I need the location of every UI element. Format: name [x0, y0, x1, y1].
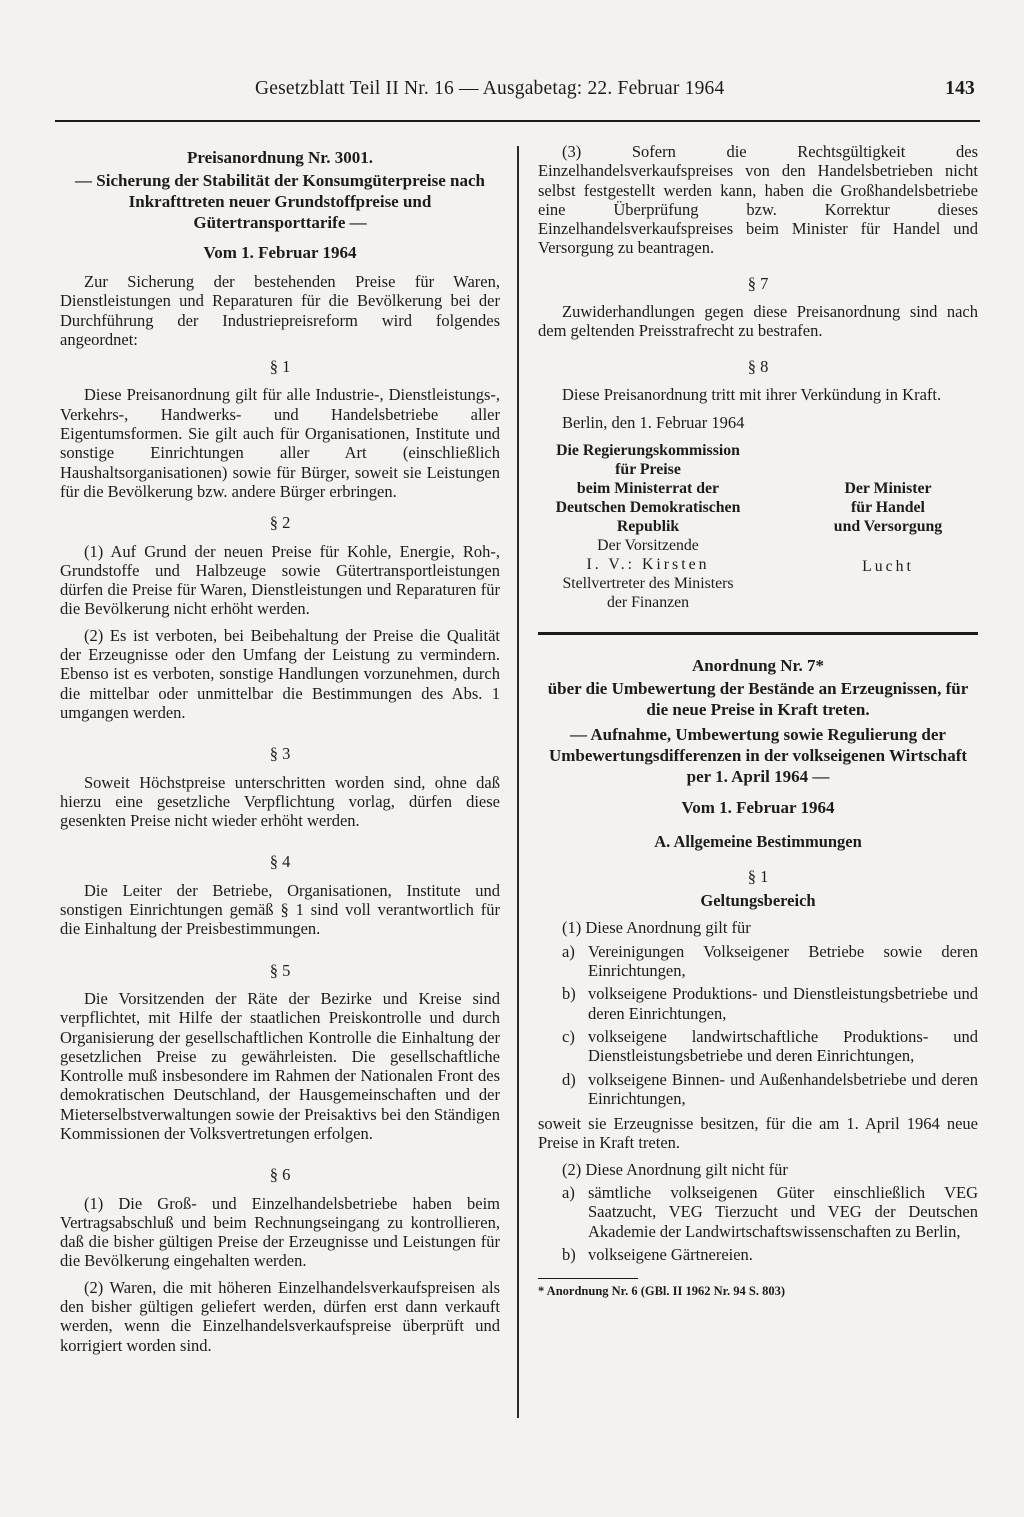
header-rule — [55, 120, 980, 122]
sign-right-line-3: und Versorgung — [833, 517, 943, 535]
list-item-label: a) — [562, 1183, 575, 1203]
list-item-label: d) — [562, 1069, 576, 1089]
sign-right-name: Lucht — [862, 557, 914, 575]
sign-right-line-2: für Handel — [851, 498, 925, 516]
order-heading: Anordnung Nr. 7* — [691, 655, 825, 675]
exclusion-list — [538, 1183, 978, 1264]
section-6-para-3: (3) Sofern die Rechtsgültigkeit des Einzelhandelsverkaufspreises von den Handelsbetrieben nicht selbst festgestellt werden kann, haben die Großhandelsbetriebe eine Überprüfung bzw. Korrektur dieses Einzelhandelsverkaufspreises beim Minister für Handel und Versorgung zu beantragen. — [538, 142, 978, 258]
sign-left-line-8: Stellvertreter des Ministers — [562, 574, 734, 592]
list-item-label: b) — [562, 984, 576, 1004]
list-item — [562, 1070, 978, 1109]
scope-condition: soweit sie Erzeugnisse besitzen, für die am 1. April 1964 neue Preise in Kraft treten. — [538, 1114, 978, 1153]
section-8-heading: § 8 — [747, 356, 769, 376]
order-section-a: A. Allgemeine Bestimmungen — [654, 831, 862, 851]
list-item-label: b) — [562, 1244, 576, 1264]
section-6-heading: § 6 — [269, 1165, 291, 1185]
list-item — [562, 942, 978, 981]
signature-left — [538, 441, 758, 612]
order-section-1-title: Geltungsbereich — [700, 891, 816, 911]
section-7-heading: § 7 — [747, 273, 769, 293]
ordinance-intro: Zur Sicherung der bestehenden Preise für Waren, Dienstleistungen und Reparaturen für die Bevölkerung bei der Durchführung der Industriepreisreform wird folgendes angeordnet: — [60, 272, 500, 349]
list-item-label: a) — [562, 941, 575, 961]
list-item — [562, 1183, 978, 1241]
signature-block — [538, 441, 978, 612]
sign-left-line-7: I. V.: Kirsten — [586, 555, 710, 573]
left-column — [60, 147, 500, 1355]
order-section-1-para-2: (2) Diese Anordnung gilt nicht für — [562, 1159, 788, 1179]
section-2-para-2: (2) Es ist verboten, bei Beibehaltung der Preise die Qualität der Erzeugnisse oder den Umfang der Leistung zu vermindern. Ebenso ist es verboten, sonstige Handlungen vorzunehmen, durch die mittelbar oder unmittelbar die Bestimmungen des Abs. 1 umgangen werden. — [60, 625, 500, 722]
section-separator — [538, 632, 978, 635]
list-item-text: volkseigene Binnen- und Außenhandelsbetriebe und deren Einrichtungen, — [588, 1069, 978, 1108]
page-header — [255, 78, 975, 108]
sign-left-line-9: der Finanzen — [606, 593, 690, 611]
right-column — [538, 142, 978, 1299]
ordinance-heading: Preisanordnung Nr. 3001. — [186, 148, 374, 167]
section-4-heading: § 4 — [269, 852, 291, 872]
list-item-text: volkseigene landwirtschaftliche Produktions- und Dienstleistungsbetriebe und deren Einrichtungen, — [588, 1026, 978, 1066]
section-1-text: Diese Preisanordnung gilt für alle Industrie-, Dienstleistungs-, Verkehrs-, Handwerks- und Handelsbetriebe aller Eigentumsformen. Sie gilt auch für Organisationen, Institute und sonstige Einrichtungen aller Art (einschließlich Haushaltsorganisationen) sowie für Bürger, soweit sie Leistungen für die Bevölkerung bzw. andere Bürger erbringen. — [60, 385, 500, 501]
sign-left-line-6: Der Vorsitzende — [597, 536, 699, 554]
column-divider — [517, 146, 519, 1418]
list-item — [562, 984, 978, 1023]
order-date: Vom 1. Februar 1964 — [681, 797, 835, 817]
ordinance-date: Vom 1. Februar 1964 — [203, 243, 357, 262]
section-3-text: Soweit Höchstpreise unterschritten worden sind, ohne daß hierzu eine gesetzliche Verpflichtung vorlag, dürfen diese gesenkten Preise nicht wieder erhöht werden. — [60, 772, 500, 831]
list-item-label: c) — [562, 1026, 575, 1046]
list-item-text: sämtliche volkseigenen Güter einschließlich VEG Saatzucht, VEG Tierzucht und VEG der Deutschen Akademie der Landwirtschaftswissenschaften zu Berlin, — [588, 1183, 978, 1241]
sign-left-line-4: Deutschen Demokratischen — [555, 498, 741, 516]
scope-list — [538, 942, 978, 1108]
page-number: 143 — [945, 78, 975, 99]
section-5-text: Die Vorsitzenden der Räte der Bezirke und Kreise sind verpflichtet, mit Hilfe der staatlichen Preiskontrolle und durch Organisierung der gesellschaftlichen Kontrolle die Einhaltung der gesetzlichen Preise zu gewährleisten. Die gesellschaftliche Kontrolle muß insbesondere im Rahmen der Nationalen Front des demokratischen Deutschland, der Hausgemeinschaften und der Mieterselbstverwaltungen sowie der Preisaktivs bei den Ständigen Kommissionen der Volksvertretungen erfolgen. — [60, 988, 500, 1143]
list-item — [562, 1027, 978, 1066]
footnote: * Anordnung Nr. 6 (GBl. II 1962 Nr. 94 S. 803) — [538, 1284, 786, 1299]
list-item-text: volkseigene Produktions- und Dienstleistungsbetriebe und deren Einrichtungen, — [588, 984, 978, 1023]
order-subtitle: — Aufnahme, Umbewertung sowie Regulierung der Umbewertungsdifferenzen in der volkseigenen Wirtschaft per 1. April 1964 — — [548, 724, 968, 786]
sign-left-line-2: für Preise — [615, 460, 681, 478]
section-5-heading: § 5 — [269, 960, 291, 980]
list-item — [562, 1245, 978, 1264]
section-4-text: Die Leiter der Betriebe, Organisationen, Institute und sonstigen Einrichtungen gemäß § 1 sind voll verantwortlich für die Einhaltung der Preisbestimmungen. — [60, 880, 500, 939]
header-title: Gesetzblatt Teil II Nr. 16 — Ausgabetag: 22. Februar 1964 — [255, 78, 725, 99]
section-2-heading: § 2 — [269, 513, 291, 533]
section-6-para-1: (1) Die Groß- und Einzelhandelsbetriebe haben beim Vertragsabschluß und beim Rechnungseingang zu kontrollieren, daß die bisher gültigen Preise der Erzeugnisse und Leistungen für die Bevölkerung eingehalten werden. — [60, 1193, 500, 1271]
list-item-text: Vereinigungen Volkseigener Betriebe sowie deren Einrichtungen, — [588, 941, 978, 981]
sign-right-line-1: Der Minister — [844, 479, 932, 497]
order-section-1-heading: § 1 — [747, 866, 769, 886]
order-title: über die Umbewertung der Bestände an Erzeugnissen, für die neue Preise in Kraft treten. — [547, 678, 969, 719]
section-8-text: Diese Preisanordnung tritt mit ihrer Verkündung in Kraft. — [562, 384, 942, 404]
place-and-date: Berlin, den 1. Februar 1964 — [562, 413, 745, 433]
list-item-text: volkseigene Gärtnereien. — [588, 1244, 753, 1264]
ordinance-subtitle: — Sicherung der Stabilität der Konsumgüterpreise nach Inkrafttreten neuer Grundstoffpreise und Gütertransporttarife — — [75, 171, 485, 232]
sign-left-line-1: Die Regierungskommission — [556, 441, 740, 459]
section-2-para-1: (1) Auf Grund der neuen Preise für Kohle, Energie, Roh-, Grundstoffe und Halbzeuge sowie Gütertransportleistungen dürfen die Preise für Waren, Dienstleistungen und Reparaturen für die Bevölkerung nicht erhöht werden. — [60, 541, 500, 619]
sign-left-line-5: Republik — [616, 517, 680, 535]
order-section-1-para-1: (1) Diese Anordnung gilt für — [562, 918, 751, 938]
sign-left-line-3: beim Ministerrat der — [576, 479, 720, 497]
signature-right — [798, 441, 978, 612]
section-1-heading: § 1 — [269, 357, 291, 377]
section-7-text: Zuwiderhandlungen gegen diese Preisanordnung sind nach dem geltenden Preisstrafrecht zu bestrafen. — [538, 302, 978, 341]
section-3-heading: § 3 — [269, 744, 291, 764]
section-6-para-2: (2) Waren, die mit höheren Einzelhandelsverkaufspreisen als den bisher gültigen geliefert werden, dürfen erst dann verkauft werden, wenn die Einzelhandelsverkaufspreise überprüft und korrigiert worden sind. — [60, 1277, 500, 1355]
footnote-rule — [538, 1278, 638, 1279]
